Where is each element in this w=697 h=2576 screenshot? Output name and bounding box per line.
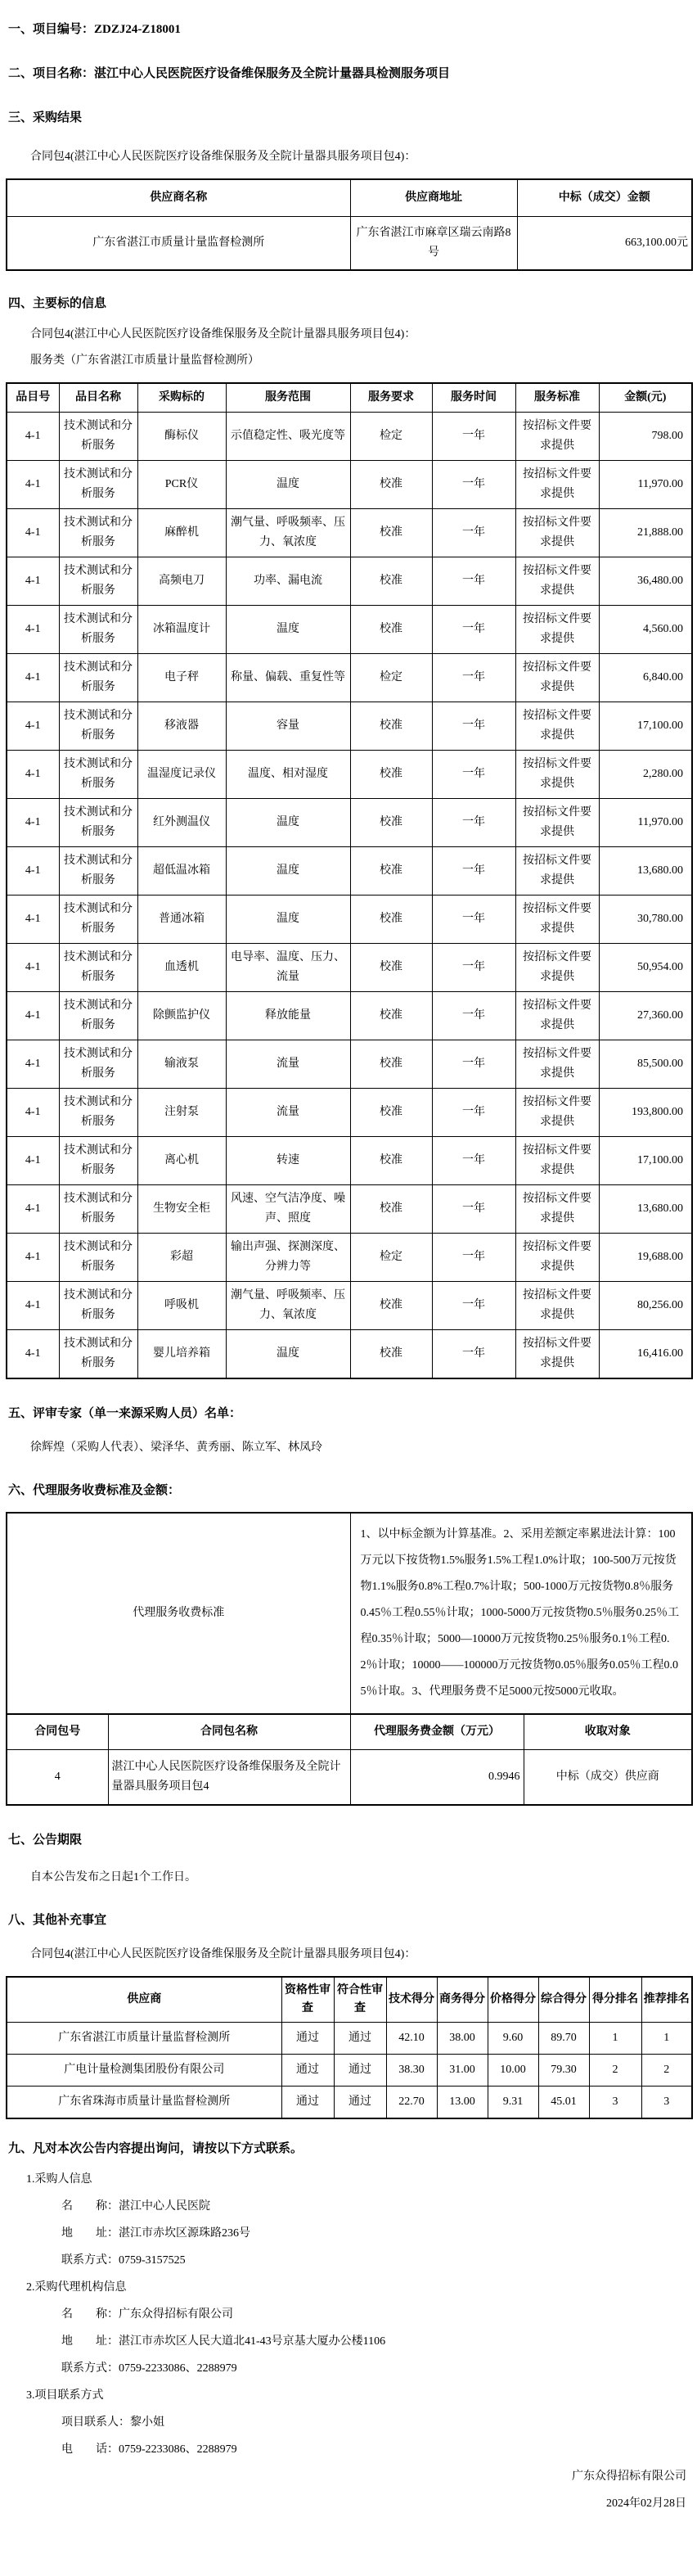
- procurement-target-cell: 超低温冰箱: [137, 847, 226, 896]
- procurement-target-cell: 冰箱温度计: [137, 606, 226, 654]
- item-no-cell: 4-1: [7, 413, 59, 461]
- service-scope-cell: 电导率、温度、压力、流量: [226, 944, 350, 992]
- purchaser-address: 地 址：湛江市赤坎区源珠路236号: [61, 2227, 250, 2240]
- total-score-cell: 79.30: [538, 2055, 589, 2087]
- main-table-row: [7, 1234, 692, 1282]
- item-name-cell: 技术测试和分析服务: [59, 1089, 137, 1137]
- qualification-review-cell: 通过: [281, 2023, 334, 2055]
- procurement-target-cell: 婴儿培养箱: [137, 1330, 226, 1379]
- qualification-review-cell: 通过: [281, 2087, 334, 2119]
- service-scope-cell: 转速: [226, 1137, 350, 1185]
- item-amount-cell: 4,560.00: [599, 606, 692, 654]
- item-amount-cell: 193,800.00: [599, 1089, 692, 1137]
- item-name-cell: 技术测试和分析服务: [59, 1137, 137, 1185]
- service-requirement-cell: 校准: [350, 1089, 432, 1137]
- service-time-cell: 一年: [432, 1330, 515, 1379]
- main-table-row: [7, 557, 692, 606]
- service-standard-cell: 按招标文件要求提供: [515, 702, 599, 751]
- item-amount-cell: 30,780.00: [599, 896, 692, 944]
- item-amount-cell: 85,500.00: [599, 1040, 692, 1089]
- procurement-target-cell: 离心机: [137, 1137, 226, 1185]
- result-table: [6, 178, 693, 271]
- procurement-target-cell: 麻醉机: [137, 509, 226, 557]
- service-time-cell: 一年: [432, 799, 515, 847]
- supplier-name-cell: 广东省湛江市质量计量监督检测所: [7, 217, 350, 271]
- contact-block: [6, 2170, 691, 2460]
- score-table-row: [7, 2023, 692, 2055]
- fee-standard-text-cell: 1、以中标金额为计算基准。2、采用差额定率累进法计算：100万元以下按货物1.5%服务1.5%工程1.0%计取；100-500万元按货物1.1%服务0.8%工程0.7%计取；500-1000万元按货物0.8％服务0.45％工程0.55％计取；1000-5000万元按货物0.5％服务0.25％工程0.35％计取；5000—10000万元按货物0.25％服务0.1％工程0.2％计取；10000——100000万元按货物0.05％服务0.05％工程0.05％计取。3、代理服务费不足5000元按5000元收取。: [350, 1513, 692, 1714]
- section4-heading: 四、主要标的信息: [8, 297, 107, 310]
- total-score-cell: 45.01: [538, 2087, 589, 2119]
- item-no-cell: 4-1: [7, 944, 59, 992]
- item-name-cell: 技术测试和分析服务: [59, 896, 137, 944]
- result-table-header-cell: 供应商名称: [7, 179, 350, 217]
- item-no-cell: 4-1: [7, 654, 59, 702]
- signature-company: 广东众得招标有限公司: [572, 2470, 686, 2483]
- procurement-target-cell: 除颤监护仪: [137, 992, 226, 1040]
- procurement-target-cell: 红外测温仪: [137, 799, 226, 847]
- main-table-header-cell: 服务标准: [515, 383, 599, 413]
- fee-payer-cell: 中标（成交）供应商: [524, 1750, 692, 1806]
- section8-heading: 八、其他补充事宜: [8, 1914, 107, 1927]
- technical-score-cell: 22.70: [386, 2087, 437, 2119]
- fee-table2-header-row: [7, 1714, 692, 1750]
- service-scope-cell: 温度、相对湿度: [226, 751, 350, 799]
- procurement-target-cell: 酶标仪: [137, 413, 226, 461]
- main-table-row: [7, 702, 692, 751]
- main-table-header-cell: 品目号: [7, 383, 59, 413]
- main-items-table: [6, 382, 693, 1379]
- main-table-row: [7, 654, 692, 702]
- purchaser-contact: 联系方式：0759-3157525: [61, 2254, 186, 2267]
- service-time-cell: 一年: [432, 1185, 515, 1234]
- service-standard-cell: 按招标文件要求提供: [515, 1137, 599, 1185]
- procurement-target-cell: 彩超: [137, 1234, 226, 1282]
- item-no-cell: 4-1: [7, 751, 59, 799]
- service-requirement-cell: 检定: [350, 654, 432, 702]
- main-table-row: [7, 847, 692, 896]
- service-scope-cell: 温度: [226, 799, 350, 847]
- item-name-cell: 技术测试和分析服务: [59, 1282, 137, 1330]
- service-standard-cell: 按招标文件要求提供: [515, 1234, 599, 1282]
- conformity-review-cell: 通过: [334, 2055, 386, 2087]
- service-time-cell: 一年: [432, 702, 515, 751]
- item-no-cell: 4-1: [7, 1185, 59, 1234]
- item-no-cell: 4-1: [7, 606, 59, 654]
- result-table-header-cell: 中标（成交）金额: [517, 179, 692, 217]
- item-no-cell: 4-1: [7, 1282, 59, 1330]
- s4-intro2: 服务类（广东省湛江市质量计量监督检测所）: [30, 354, 259, 367]
- service-requirement-cell: 校准: [350, 751, 432, 799]
- s7-body: 自本公告发布之日起1个工作日。: [30, 1871, 196, 1884]
- award-amount-cell: 663,100.00元: [517, 217, 692, 271]
- service-requirement-cell: 校准: [350, 799, 432, 847]
- item-no-cell: 4-1: [7, 1137, 59, 1185]
- service-scope-cell: 潮气量、呼吸频率、压力、氧浓度: [226, 509, 350, 557]
- service-standard-cell: 按招标文件要求提供: [515, 992, 599, 1040]
- service-standard-cell: 按招标文件要求提供: [515, 896, 599, 944]
- item-name-cell: 技术测试和分析服务: [59, 847, 137, 896]
- main-table-row: [7, 1282, 692, 1330]
- service-time-cell: 一年: [432, 461, 515, 509]
- score-table-header-cell: 商务得分: [437, 1977, 488, 2023]
- section5-heading: 五、评审专家（单一来源采购人员）名单：: [8, 1407, 242, 1420]
- score-table-header-cell: 符合性审查: [334, 1977, 386, 2023]
- service-scope-cell: 温度: [226, 847, 350, 896]
- section9-heading: 九、凡对本次公告内容提出询问，请按以下方式联系。: [8, 2142, 304, 2155]
- item-amount-cell: 11,970.00: [599, 461, 692, 509]
- item-no-cell: 4-1: [7, 1234, 59, 1282]
- score-rank-cell: 2: [589, 2055, 641, 2087]
- service-requirement-cell: 校准: [350, 896, 432, 944]
- service-requirement-cell: 校准: [350, 847, 432, 896]
- main-table-header-row: [7, 383, 692, 413]
- service-time-cell: 一年: [432, 751, 515, 799]
- main-table-row: [7, 751, 692, 799]
- service-requirement-cell: 校准: [350, 461, 432, 509]
- result-table-row: [7, 217, 692, 271]
- score-table-row: [7, 2055, 692, 2087]
- item-name-cell: 技术测试和分析服务: [59, 992, 137, 1040]
- service-scope-cell: 流量: [226, 1040, 350, 1089]
- service-time-cell: 一年: [432, 606, 515, 654]
- main-table-row: [7, 799, 692, 847]
- service-scope-cell: 称量、偏载、重复性等: [226, 654, 350, 702]
- item-no-cell: 4-1: [7, 1089, 59, 1137]
- main-table-row: [7, 1330, 692, 1379]
- service-scope-cell: 温度: [226, 896, 350, 944]
- item-amount-cell: 17,100.00: [599, 702, 692, 751]
- main-table-header-cell: 服务范围: [226, 383, 350, 413]
- service-standard-cell: 按招标文件要求提供: [515, 606, 599, 654]
- item-amount-cell: 17,100.00: [599, 1137, 692, 1185]
- item-amount-cell: 50,954.00: [599, 944, 692, 992]
- service-requirement-cell: 校准: [350, 557, 432, 606]
- score-table-header-cell: 资格性审查: [281, 1977, 334, 2023]
- s8-intro: 合同包4(湛江中心人民医院医疗设备维保服务及全院计量器具服务项目包4)：: [30, 1948, 416, 1960]
- procurement-target-cell: 生物安全柜: [137, 1185, 226, 1234]
- service-time-cell: 一年: [432, 654, 515, 702]
- section3-heading: 三、采购结果: [8, 111, 83, 124]
- score-rank-cell: 3: [589, 2087, 641, 2119]
- service-standard-cell: 按招标文件要求提供: [515, 1282, 599, 1330]
- score-table-header-cell: 推荐排名: [641, 1977, 692, 2023]
- service-time-cell: 一年: [432, 944, 515, 992]
- item-amount-cell: 6,840.00: [599, 654, 692, 702]
- item-amount-cell: 16,416.00: [599, 1330, 692, 1379]
- item-name-cell: 技术测试和分析服务: [59, 751, 137, 799]
- fee-standard-label-cell: 代理服务收费标准: [7, 1513, 350, 1714]
- package-no-cell: 4: [7, 1750, 108, 1806]
- item-name-cell: 技术测试和分析服务: [59, 702, 137, 751]
- s3-intro: 合同包4(湛江中心人民医院医疗设备维保服务及全院计量器具服务项目包4)：: [30, 151, 416, 163]
- score-table-header-cell: 综合得分: [538, 1977, 589, 2023]
- project-contact-title: 3.项目联系方式: [26, 2389, 104, 2402]
- score-table-header-row: [7, 1977, 692, 2023]
- fee-table2-row: [7, 1750, 692, 1806]
- supplier-address-cell: 广东省湛江市麻章区瑞云南路8号: [350, 217, 517, 271]
- service-requirement-cell: 校准: [350, 1040, 432, 1089]
- conformity-review-cell: 通过: [334, 2023, 386, 2055]
- item-no-cell: 4-1: [7, 896, 59, 944]
- recommend-rank-cell: 3: [641, 2087, 692, 2119]
- service-time-cell: 一年: [432, 557, 515, 606]
- signature-block: [6, 2467, 691, 2514]
- main-table-row: [7, 606, 692, 654]
- procurement-target-cell: 移液器: [137, 702, 226, 751]
- fee-table2: [6, 1713, 693, 1806]
- fee-table2-header-cell: 代理服务费金额（万元）: [350, 1714, 524, 1750]
- procurement-target-cell: PCR仪: [137, 461, 226, 509]
- service-scope-cell: 潮气量、呼吸频率、压力、氧浓度: [226, 1282, 350, 1330]
- item-name-cell: 技术测试和分析服务: [59, 1040, 137, 1089]
- service-requirement-cell: 校准: [350, 702, 432, 751]
- main-table-row: [7, 896, 692, 944]
- item-no-cell: 4-1: [7, 992, 59, 1040]
- procurement-target-cell: 输液泵: [137, 1040, 226, 1089]
- item-no-cell: 4-1: [7, 702, 59, 751]
- agency-address: 地 址：湛江市赤坎区人民大道北41-43号京基大厦办公楼1106: [61, 2335, 386, 2348]
- item-amount-cell: 80,256.00: [599, 1282, 692, 1330]
- service-requirement-cell: 校准: [350, 1137, 432, 1185]
- service-time-cell: 一年: [432, 847, 515, 896]
- item-name-cell: 技术测试和分析服务: [59, 413, 137, 461]
- item-name-cell: 技术测试和分析服务: [59, 509, 137, 557]
- item-amount-cell: 36,480.00: [599, 557, 692, 606]
- main-table-header-cell: 服务时间: [432, 383, 515, 413]
- conformity-review-cell: 通过: [334, 2087, 386, 2119]
- section6-heading: 六、代理服务收费标准及金额：: [8, 1484, 181, 1497]
- technical-score-cell: 42.10: [386, 2023, 437, 2055]
- service-standard-cell: 按招标文件要求提供: [515, 847, 599, 896]
- business-score-cell: 31.00: [437, 2055, 488, 2087]
- business-score-cell: 38.00: [437, 2023, 488, 2055]
- score-supplier-cell: 广东省珠海市质量计量监督检测所: [7, 2087, 281, 2119]
- main-table-row: [7, 1137, 692, 1185]
- service-standard-cell: 按招标文件要求提供: [515, 509, 599, 557]
- service-time-cell: 一年: [432, 413, 515, 461]
- score-supplier-cell: 广电计量检测集团股份有限公司: [7, 2055, 281, 2087]
- fee-table2-header-cell: 合同包名称: [108, 1714, 350, 1750]
- procurement-target-cell: 呼吸机: [137, 1282, 226, 1330]
- item-name-cell: 技术测试和分析服务: [59, 461, 137, 509]
- service-time-cell: 一年: [432, 1089, 515, 1137]
- agency-name: 名 称：广东众得招标有限公司: [61, 2308, 233, 2321]
- procurement-target-cell: 温湿度记录仪: [137, 751, 226, 799]
- item-name-cell: 技术测试和分析服务: [59, 557, 137, 606]
- recommend-rank-cell: 1: [641, 2023, 692, 2055]
- section7-heading: 七、公告期限: [8, 1834, 83, 1847]
- section2-heading: 二、项目名称：湛江中心人民医院医疗设备维保服务及全院计量器具检测服务项目: [8, 67, 451, 80]
- score-table-header-cell: 得分排名: [589, 1977, 641, 2023]
- service-standard-cell: 按招标文件要求提供: [515, 557, 599, 606]
- fee-table2-header-cell: 收取对象: [524, 1714, 692, 1750]
- service-requirement-cell: 校准: [350, 1185, 432, 1234]
- service-requirement-cell: 校准: [350, 606, 432, 654]
- procurement-target-cell: 高频电刀: [137, 557, 226, 606]
- item-amount-cell: 798.00: [599, 413, 692, 461]
- fee-standard-table: [6, 1512, 693, 1715]
- s5-names: 徐辉煌（采购人代表）、梁泽华、黄秀丽、陈立军、林凤玲: [30, 1441, 322, 1454]
- item-amount-cell: 11,970.00: [599, 799, 692, 847]
- qualification-review-cell: 通过: [281, 2055, 334, 2087]
- service-standard-cell: 按招标文件要求提供: [515, 799, 599, 847]
- item-name-cell: 技术测试和分析服务: [59, 1234, 137, 1282]
- price-score-cell: 10.00: [488, 2055, 538, 2087]
- item-no-cell: 4-1: [7, 1040, 59, 1089]
- score-supplier-cell: 广东省湛江市质量计量监督检测所: [7, 2023, 281, 2055]
- section1-heading: 一、项目编号：ZDZJ24-Z18001: [8, 23, 181, 36]
- s4-intro1: 合同包4(湛江中心人民医院医疗设备维保服务及全院计量器具服务项目包4)：: [30, 328, 416, 341]
- service-time-cell: 一年: [432, 1282, 515, 1330]
- service-standard-cell: 按招标文件要求提供: [515, 751, 599, 799]
- result-table-header-cell: 供应商地址: [350, 179, 517, 217]
- service-requirement-cell: 校准: [350, 509, 432, 557]
- service-scope-cell: 温度: [226, 461, 350, 509]
- score-table-header-cell: 价格得分: [488, 1977, 538, 2023]
- service-time-cell: 一年: [432, 1040, 515, 1089]
- item-no-cell: 4-1: [7, 1330, 59, 1379]
- main-table-row: [7, 944, 692, 992]
- service-standard-cell: 按招标文件要求提供: [515, 944, 599, 992]
- item-amount-cell: 13,680.00: [599, 1185, 692, 1234]
- service-standard-cell: 按招标文件要求提供: [515, 1040, 599, 1089]
- service-requirement-cell: 校准: [350, 944, 432, 992]
- service-standard-cell: 按招标文件要求提供: [515, 1330, 599, 1379]
- agency-fee-cell: 0.9946: [350, 1750, 524, 1806]
- score-table-header-cell: 技术得分: [386, 1977, 437, 2023]
- service-time-cell: 一年: [432, 509, 515, 557]
- main-table-header-cell: 服务要求: [350, 383, 432, 413]
- service-standard-cell: 按招标文件要求提供: [515, 654, 599, 702]
- service-standard-cell: 按招标文件要求提供: [515, 1089, 599, 1137]
- item-amount-cell: 13,680.00: [599, 847, 692, 896]
- main-table-header-cell: 金额(元): [599, 383, 692, 413]
- score-table: [6, 1976, 693, 2119]
- item-amount-cell: 2,280.00: [599, 751, 692, 799]
- service-time-cell: 一年: [432, 896, 515, 944]
- service-scope-cell: 容量: [226, 702, 350, 751]
- item-no-cell: 4-1: [7, 509, 59, 557]
- service-standard-cell: 按招标文件要求提供: [515, 1185, 599, 1234]
- service-standard-cell: 按招标文件要求提供: [515, 413, 599, 461]
- procurement-target-cell: 电子秤: [137, 654, 226, 702]
- service-requirement-cell: 检定: [350, 1234, 432, 1282]
- service-requirement-cell: 校准: [350, 1330, 432, 1379]
- technical-score-cell: 38.30: [386, 2055, 437, 2087]
- main-table-row: [7, 461, 692, 509]
- service-scope-cell: 输出声强、探测深度、分辨力等: [226, 1234, 350, 1282]
- score-table-row: [7, 2087, 692, 2119]
- project-contact-person: 项目联系人：黎小姐: [61, 2416, 164, 2429]
- total-score-cell: 89.70: [538, 2023, 589, 2055]
- service-requirement-cell: 校准: [350, 992, 432, 1040]
- package-name-cell: 湛江中心人民医院医疗设备维保服务及全院计量器具服务项目包4: [108, 1750, 350, 1806]
- price-score-cell: 9.31: [488, 2087, 538, 2119]
- item-no-cell: 4-1: [7, 557, 59, 606]
- item-no-cell: 4-1: [7, 847, 59, 896]
- procurement-target-cell: 普通冰箱: [137, 896, 226, 944]
- purchaser-info-title: 1.采购人信息: [26, 2173, 92, 2186]
- main-table-header-cell: 品目名称: [59, 383, 137, 413]
- main-table-row: [7, 509, 692, 557]
- service-scope-cell: 释放能量: [226, 992, 350, 1040]
- project-contact-phone: 电 话：0759-2233086、2288979: [61, 2443, 237, 2456]
- service-time-cell: 一年: [432, 992, 515, 1040]
- fee-standard-row: [7, 1513, 692, 1714]
- item-name-cell: 技术测试和分析服务: [59, 944, 137, 992]
- item-amount-cell: 19,688.00: [599, 1234, 692, 1282]
- signature-date: 2024年02月28日: [606, 2497, 686, 2510]
- procurement-target-cell: 注射泵: [137, 1089, 226, 1137]
- service-time-cell: 一年: [432, 1137, 515, 1185]
- result-table-header-row: [7, 179, 692, 217]
- item-name-cell: 技术测试和分析服务: [59, 799, 137, 847]
- item-no-cell: 4-1: [7, 799, 59, 847]
- service-scope-cell: 温度: [226, 1330, 350, 1379]
- service-scope-cell: 示值稳定性、吸光度等: [226, 413, 350, 461]
- agency-contact: 联系方式：0759-2233086、2288979: [61, 2362, 237, 2375]
- purchaser-name: 名 称：湛江中心人民医院: [61, 2200, 210, 2213]
- main-table-row: [7, 992, 692, 1040]
- main-table-header-cell: 采购标的: [137, 383, 226, 413]
- agency-info-title: 2.采购代理机构信息: [26, 2281, 127, 2294]
- fee-table2-header-cell: 合同包号: [7, 1714, 108, 1750]
- item-amount-cell: 27,360.00: [599, 992, 692, 1040]
- service-scope-cell: 温度: [226, 606, 350, 654]
- item-name-cell: 技术测试和分析服务: [59, 654, 137, 702]
- score-rank-cell: 1: [589, 2023, 641, 2055]
- service-requirement-cell: 校准: [350, 1282, 432, 1330]
- item-no-cell: 4-1: [7, 461, 59, 509]
- price-score-cell: 9.60: [488, 2023, 538, 2055]
- service-standard-cell: 按招标文件要求提供: [515, 461, 599, 509]
- main-table-row: [7, 413, 692, 461]
- service-requirement-cell: 检定: [350, 413, 432, 461]
- main-table-row: [7, 1089, 692, 1137]
- recommend-rank-cell: 2: [641, 2055, 692, 2087]
- service-scope-cell: 流量: [226, 1089, 350, 1137]
- score-table-header-cell: 供应商: [7, 1977, 281, 2023]
- item-name-cell: 技术测试和分析服务: [59, 1330, 137, 1379]
- item-amount-cell: 21,888.00: [599, 509, 692, 557]
- procurement-target-cell: 血透机: [137, 944, 226, 992]
- business-score-cell: 13.00: [437, 2087, 488, 2119]
- item-name-cell: 技术测试和分析服务: [59, 1185, 137, 1234]
- main-table-row: [7, 1185, 692, 1234]
- service-scope-cell: 风速、空气洁净度、噪声、照度: [226, 1185, 350, 1234]
- service-time-cell: 一年: [432, 1234, 515, 1282]
- main-table-row: [7, 1040, 692, 1089]
- service-scope-cell: 功率、漏电流: [226, 557, 350, 606]
- item-name-cell: 技术测试和分析服务: [59, 606, 137, 654]
